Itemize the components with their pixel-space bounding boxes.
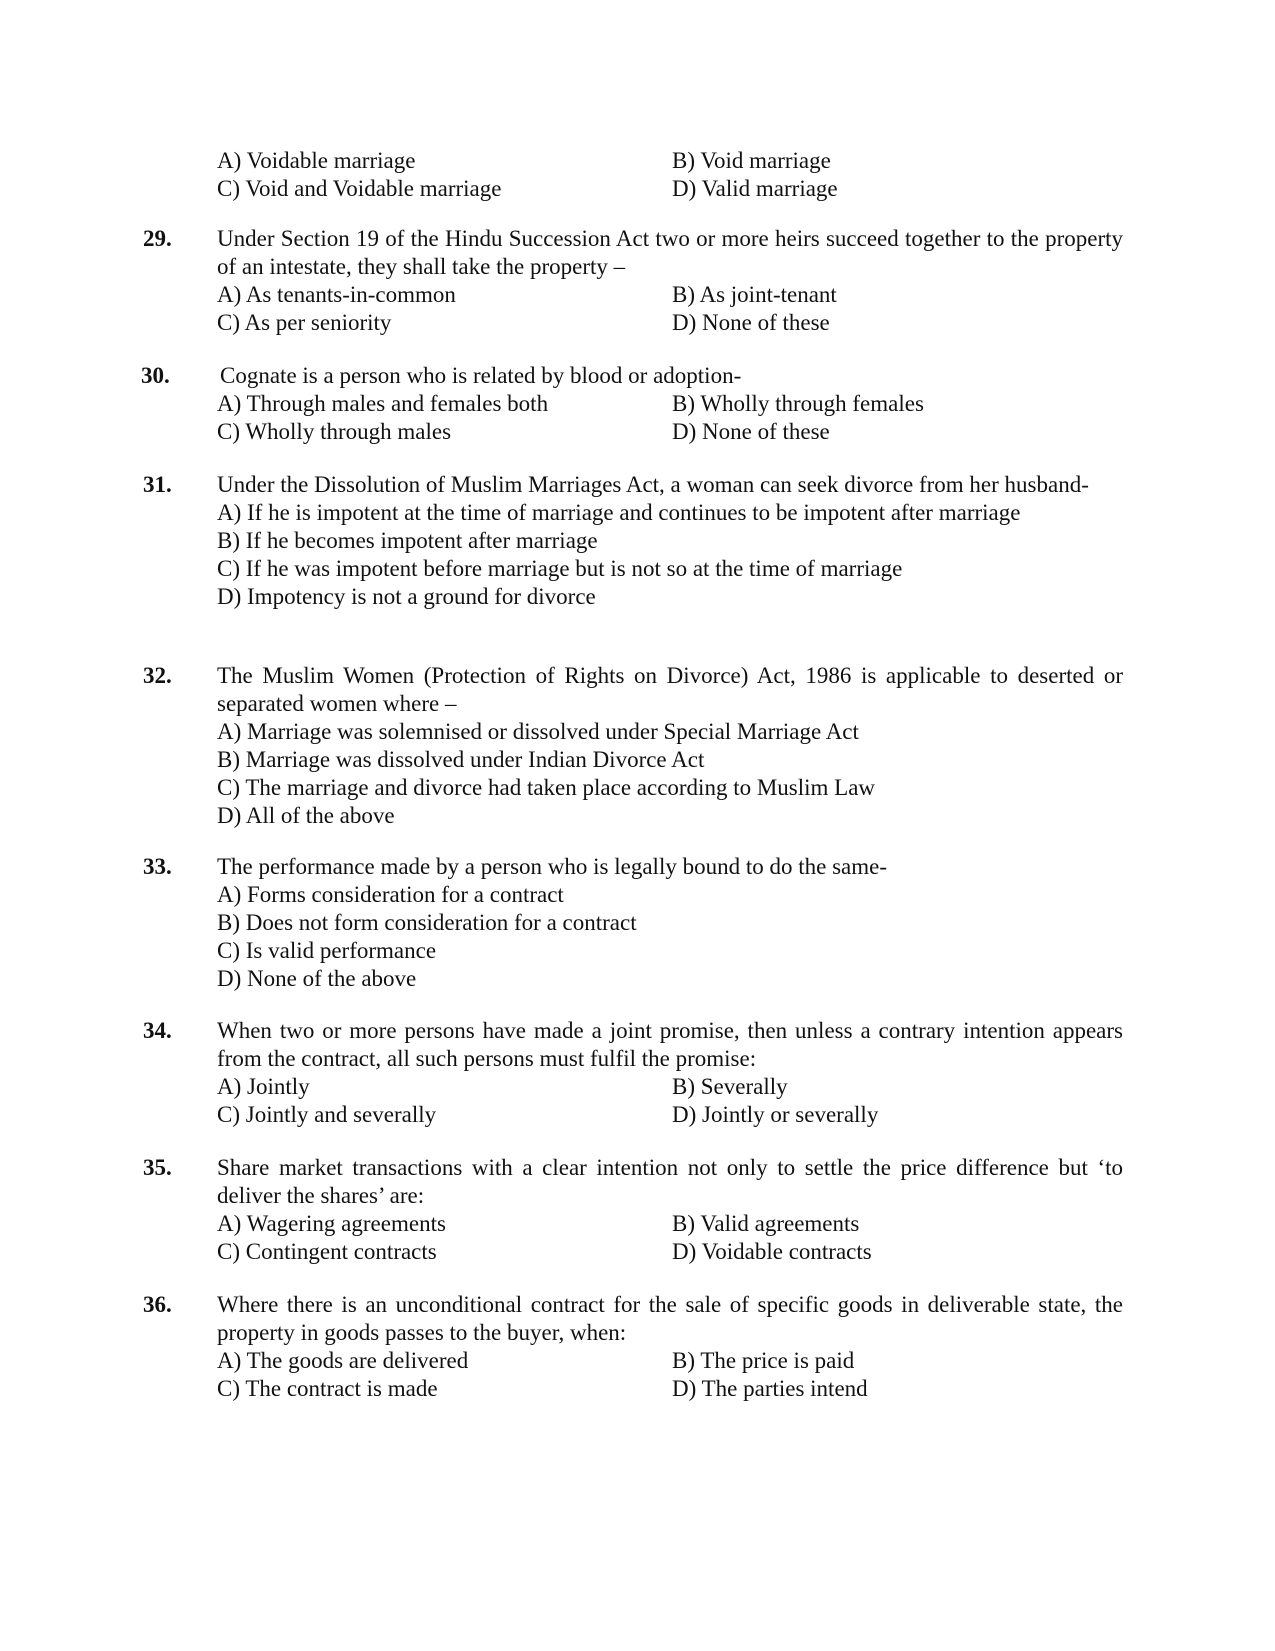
option-b: B) If he becomes impotent after marriage bbox=[217, 528, 598, 553]
question-36 bbox=[143, 1291, 1123, 1403]
question-31 bbox=[143, 471, 1123, 611]
option-c: C) As per seniority bbox=[217, 310, 392, 335]
option-b: B) Marriage was dissolved under Indian Divorce Act bbox=[217, 747, 705, 772]
option-c: C) The marriage and divorce had taken place according to Muslim Law bbox=[217, 775, 876, 800]
option-d: D) Jointly or severally bbox=[672, 1102, 879, 1127]
option-b: B) As joint-tenant bbox=[672, 282, 837, 307]
option-d: D) None of the above bbox=[217, 966, 417, 991]
option-a: A) Wagering agreements bbox=[217, 1211, 446, 1236]
option-b: B) The price is paid bbox=[672, 1348, 855, 1373]
option-d: D) Impotency is not a ground for divorce bbox=[217, 584, 596, 609]
option-d: D) All of the above bbox=[217, 803, 395, 828]
question-34 bbox=[143, 1017, 1123, 1129]
option-a: A) Voidable marriage bbox=[217, 148, 416, 173]
question-number: 33. bbox=[143, 854, 172, 879]
carryover-options bbox=[217, 147, 1117, 203]
question-text: The performance made by a person who is legally bound to do the same- bbox=[217, 854, 887, 879]
question-29 bbox=[143, 225, 1123, 337]
option-c: C) If he was impotent before marriage but is not so at the time of marriage bbox=[217, 556, 903, 581]
question-text: Under Section 19 of the Hindu Succession Act two or more heirs succeed together to the property of an intestate, they shall take the property – bbox=[217, 226, 1123, 279]
options bbox=[217, 499, 1123, 611]
question-30 bbox=[143, 362, 1123, 446]
option-b: B) Void marriage bbox=[672, 148, 831, 173]
options bbox=[217, 390, 1123, 446]
question-number: 36. bbox=[143, 1292, 172, 1317]
option-c: C) Contingent contracts bbox=[217, 1239, 437, 1264]
option-c: C) The contract is made bbox=[217, 1376, 438, 1401]
question-number: 32. bbox=[143, 663, 172, 688]
option-a: A) The goods are delivered bbox=[217, 1348, 469, 1373]
option-a: A) Through males and females both bbox=[217, 391, 549, 416]
question-text: Where there is an unconditional contract for the sale of specific goods in deliverable state, the property in goods passes to the buyer, when: bbox=[217, 1292, 1123, 1345]
option-b: B) Wholly through females bbox=[672, 391, 924, 416]
option-d: D) None of these bbox=[672, 419, 830, 444]
option-c: C) Jointly and severally bbox=[217, 1102, 437, 1127]
option-a: A) As tenants-in-common bbox=[217, 282, 456, 307]
question-32 bbox=[143, 662, 1123, 830]
option-d: D) Voidable contracts bbox=[672, 1239, 872, 1264]
options bbox=[217, 881, 1123, 993]
question-text: Share market transactions with a clear intention not only to settle the price difference but ‘to deliver the shares’ are: bbox=[217, 1155, 1123, 1208]
question-text: The Muslim Women (Protection of Rights on Divorce) Act, 1986 is applicable to deserted or separated women where – bbox=[217, 663, 1123, 716]
question-number: 31. bbox=[143, 472, 172, 497]
option-c: C) Is valid performance bbox=[217, 938, 437, 963]
option-d: D) The parties intend bbox=[672, 1376, 868, 1401]
question-35 bbox=[143, 1154, 1123, 1266]
option-b: B) Does not form consideration for a contract bbox=[217, 910, 637, 935]
options bbox=[217, 1210, 1123, 1266]
option-a: A) If he is impotent at the time of marriage and continues to be impotent after marriage bbox=[217, 500, 1021, 525]
question-number: 30. bbox=[141, 363, 170, 388]
option-a: A) Jointly bbox=[217, 1074, 310, 1099]
question-number: 35. bbox=[143, 1155, 172, 1180]
question-number: 34. bbox=[143, 1018, 172, 1043]
option-b: B) Severally bbox=[672, 1074, 788, 1099]
question-text: When two or more persons have made a joint promise, then unless a contrary intention appears from the contract, all such persons must fulfil the promise: bbox=[217, 1018, 1123, 1071]
question-text: Cognate is a person who is related by blood or adoption- bbox=[220, 363, 742, 388]
option-a: A) Forms consideration for a contract bbox=[217, 882, 564, 907]
option-c: C) Void and Voidable marriage bbox=[217, 176, 502, 201]
option-c: C) Wholly through males bbox=[217, 419, 452, 444]
option-a: A) Marriage was solemnised or dissolved under Special Marriage Act bbox=[217, 719, 859, 744]
options bbox=[217, 718, 1123, 830]
options bbox=[217, 1347, 1123, 1403]
option-b: B) Valid agreements bbox=[672, 1211, 860, 1236]
option-d: D) Valid marriage bbox=[672, 176, 838, 201]
options bbox=[217, 1073, 1123, 1129]
question-text: Under the Dissolution of Muslim Marriages Act, a woman can seek divorce from her husband- bbox=[217, 472, 1089, 497]
option-d: D) None of these bbox=[672, 310, 830, 335]
options bbox=[217, 281, 1123, 337]
question-33 bbox=[143, 853, 1123, 993]
question-number: 29. bbox=[143, 226, 172, 251]
